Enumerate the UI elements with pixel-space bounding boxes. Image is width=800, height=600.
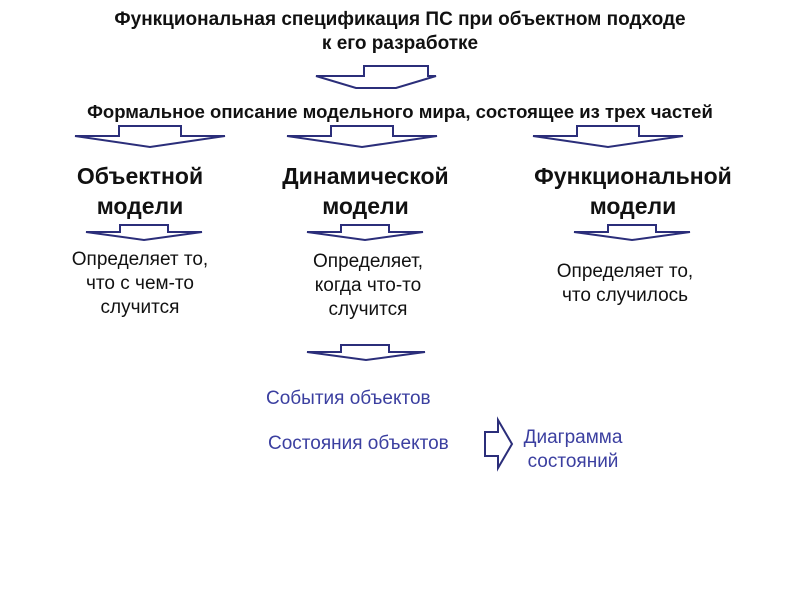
object-desc-line-2: что с чем-то — [86, 273, 194, 294]
object-model-description — [40, 248, 240, 320]
object-model-line-2: модели — [96, 193, 184, 219]
object-desc-line-1: Определяет то, — [71, 249, 209, 270]
down-arrow-object — [75, 125, 225, 149]
down-arrow-main — [318, 64, 438, 90]
title-line-1: Функциональная спецификация ПС при объектном подходе — [114, 9, 686, 30]
down-arrow-functional-desc — [572, 224, 692, 242]
down-arrow-dynamic-details — [305, 344, 427, 362]
dynamic-desc-line-2: когда что-то — [314, 275, 422, 296]
dynamic-model-description — [268, 250, 468, 322]
functional-desc-line-2: что случилось — [561, 285, 689, 306]
functional-model-line-1: Функциональной — [534, 163, 732, 189]
functional-model-description — [525, 260, 725, 308]
diagram-title — [0, 8, 800, 56]
down-arrow-dynamic-desc — [305, 224, 425, 242]
functional-desc-line-1: Определяет то, — [556, 261, 694, 282]
object-states-label: Состояния объектов — [268, 433, 449, 454]
title-line-2: к его разработке — [321, 33, 479, 54]
dynamic-model-label — [258, 161, 473, 221]
dynamic-model-line-2: модели — [322, 193, 409, 219]
down-arrow-dynamic — [287, 125, 437, 149]
dynamic-model-line-1: Динамической — [282, 163, 449, 189]
object-model-line-1: Объектной — [76, 163, 204, 189]
object-desc-line-3: случится — [100, 297, 180, 318]
functional-model-label — [508, 161, 758, 221]
subtitle: Формальное описание модельного мира, состоящее из трех частей — [87, 101, 713, 122]
state-diagram-line-2: состояний — [527, 451, 619, 472]
dynamic-desc-line-3: случится — [328, 299, 408, 320]
down-arrow-functional — [533, 125, 683, 149]
dynamic-desc-line-1: Определяет, — [313, 251, 423, 272]
object-events-label: События объектов — [266, 388, 431, 409]
state-diagram-label — [508, 426, 638, 474]
functional-model-line-2: модели — [589, 193, 677, 219]
down-arrow-object-desc — [84, 224, 204, 242]
state-diagram-line-1: Диаграмма — [523, 427, 623, 448]
object-model-label — [40, 161, 240, 221]
